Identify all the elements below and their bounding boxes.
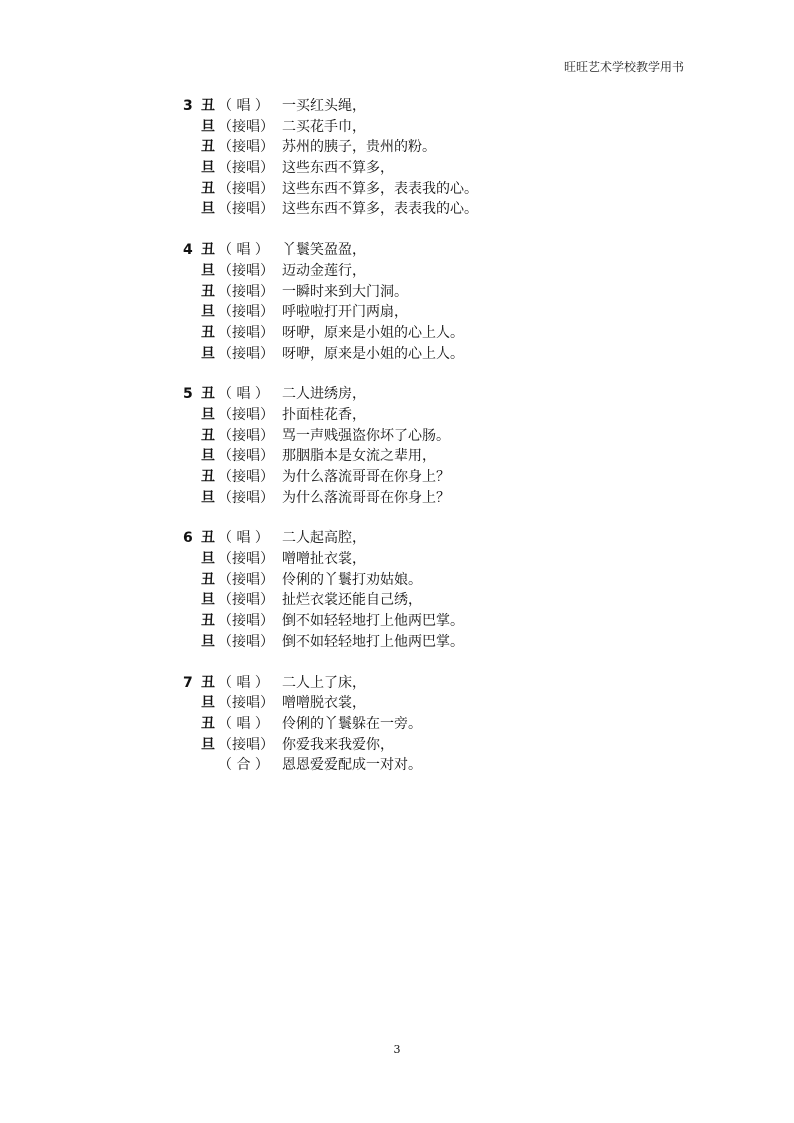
lyric-line xyxy=(183,302,478,323)
singing-cue: （接唱） xyxy=(218,633,274,650)
role-label xyxy=(201,755,218,776)
role-label: 丑 xyxy=(201,283,215,300)
page-number: 3 xyxy=(393,1043,401,1056)
stanza-number xyxy=(183,323,201,344)
lyrics-body xyxy=(183,96,478,796)
lyric-line xyxy=(183,344,478,365)
stanza xyxy=(183,240,478,364)
lyric-text: 二买花手巾， xyxy=(282,118,366,135)
stanza-number xyxy=(183,693,201,714)
stanza-number xyxy=(183,117,201,138)
lyric-text: 你爱我来我爱你， xyxy=(282,736,394,753)
lyric-line xyxy=(183,384,478,405)
stanza-number: 3 xyxy=(183,98,193,114)
lyric-text: 迈动金莲行， xyxy=(282,262,366,279)
role-label: 旦 xyxy=(201,592,215,609)
lyric-line xyxy=(183,446,478,467)
singing-cue: （ 唱 ） xyxy=(218,530,269,547)
lyric-text: 呼啦啦打开门两扇， xyxy=(282,304,408,321)
lyric-line xyxy=(183,755,478,776)
singing-cue: （ 唱 ） xyxy=(218,674,269,691)
lyric-line xyxy=(183,117,478,138)
lyric-text: 这些东西不算多，表表我的心。 xyxy=(282,201,478,218)
role-label: 旦 xyxy=(201,406,215,423)
role-label: 丑 xyxy=(201,674,215,691)
singing-cue: （接唱） xyxy=(218,160,274,177)
lyric-line xyxy=(183,137,478,158)
stanza-number xyxy=(183,446,201,467)
lyric-line xyxy=(183,467,478,488)
lyric-line xyxy=(183,158,478,179)
lyric-text: 苏州的胰子，贵州的粉。 xyxy=(282,139,436,156)
lyric-line xyxy=(183,405,478,426)
lyric-line xyxy=(183,735,478,756)
singing-cue: （接唱） xyxy=(218,427,274,444)
singing-cue: （接唱） xyxy=(218,406,274,423)
lyric-line xyxy=(183,240,478,261)
lyric-line xyxy=(183,282,478,303)
singing-cue: （接唱） xyxy=(218,139,274,156)
lyric-line xyxy=(183,199,478,220)
stanza xyxy=(183,673,478,776)
singing-cue: （接唱） xyxy=(218,448,274,465)
lyric-line xyxy=(183,693,478,714)
lyric-text: 那胭脂本是女流之辈用， xyxy=(282,448,436,465)
role-label: 丑 xyxy=(201,242,215,259)
role-label: 丑 xyxy=(201,324,215,341)
role-label: 旦 xyxy=(201,489,215,506)
role-label: 旦 xyxy=(201,118,215,135)
role-label: 丑 xyxy=(201,427,215,444)
singing-cue: （接唱） xyxy=(218,324,274,341)
lyric-text: 这些东西不算多，表表我的心。 xyxy=(282,180,478,197)
lyric-text: 一买红头绳， xyxy=(282,98,366,114)
singing-cue: （接唱） xyxy=(218,551,274,568)
stanza-number xyxy=(183,549,201,570)
lyric-line xyxy=(183,714,478,735)
lyric-line xyxy=(183,426,478,447)
role-label: 旦 xyxy=(201,551,215,568)
role-label: 丑 xyxy=(201,139,215,156)
stanza-number xyxy=(183,302,201,323)
singing-cue: （接唱） xyxy=(218,613,274,630)
lyric-text: 骂一声贱强盗你坏了心肠。 xyxy=(282,427,450,444)
role-label: 丑 xyxy=(201,180,215,197)
role-label: 旦 xyxy=(201,448,215,465)
lyric-text: 伶俐的丫鬟躲在一旁。 xyxy=(282,715,422,732)
singing-cue: （ 唱 ） xyxy=(218,715,269,732)
lyric-line xyxy=(183,673,478,694)
stanza-number xyxy=(183,179,201,200)
lyric-text: 扑面桂花香， xyxy=(282,406,366,423)
stanza-number xyxy=(183,137,201,158)
singing-cue: （ 唱 ） xyxy=(218,386,269,403)
role-label: 旦 xyxy=(201,262,215,279)
singing-cue: （接唱） xyxy=(218,571,274,588)
stanza-number xyxy=(183,714,201,735)
stanza-number xyxy=(183,590,201,611)
singing-cue: （接唱） xyxy=(218,262,274,279)
lyric-text: 呀咿，原来是小姐的心上人。 xyxy=(282,324,464,341)
role-label: 旦 xyxy=(201,201,215,218)
stanza-number xyxy=(183,755,201,776)
lyric-text: 为什么落流哥哥在你身上？ xyxy=(282,469,450,485)
role-label: 旦 xyxy=(201,695,215,712)
singing-cue: （接唱） xyxy=(218,592,274,609)
stanza xyxy=(183,528,478,652)
lyric-text: 倒不如轻轻地打上他两巴掌。 xyxy=(282,633,464,650)
page-header: 旺旺艺术学校教学用书 xyxy=(563,60,684,74)
lyric-text: 二人上了床， xyxy=(282,674,366,691)
stanza-number: 4 xyxy=(183,242,193,259)
singing-cue: （接唱） xyxy=(218,489,274,506)
stanza-number xyxy=(183,632,201,653)
lyric-text: 恩恩爱爱配成一对对。 xyxy=(282,757,422,774)
stanza-number xyxy=(183,199,201,220)
stanza-number xyxy=(183,426,201,447)
lyric-text: 二人进绣房， xyxy=(282,386,366,403)
lyric-line xyxy=(183,96,478,117)
stanza-number xyxy=(183,735,201,756)
singing-cue: （接唱） xyxy=(218,695,274,712)
lyric-text: 一瞬时来到大门洞。 xyxy=(282,283,408,300)
lyric-text: 噌噌脱衣裳， xyxy=(282,695,366,712)
role-label: 丑 xyxy=(201,571,215,588)
singing-cue: （接唱） xyxy=(218,118,274,135)
role-label: 丑 xyxy=(201,386,215,403)
stanza-number xyxy=(183,488,201,509)
lyric-text: 为什么落流哥哥在你身上？ xyxy=(282,489,450,506)
stanza-number xyxy=(183,405,201,426)
lyric-text: 呀咿，原来是小姐的心上人。 xyxy=(282,345,464,362)
stanza-number: 7 xyxy=(183,674,193,691)
stanza-number xyxy=(183,570,201,591)
role-label: 旦 xyxy=(201,160,215,177)
singing-cue: （接唱） xyxy=(218,469,274,485)
stanza-number xyxy=(183,467,201,488)
stanza xyxy=(183,96,478,220)
role-label: 丑 xyxy=(201,469,215,485)
role-label: 旦 xyxy=(201,736,215,753)
lyric-line xyxy=(183,323,478,344)
lyric-text: 噌噌扯衣裳， xyxy=(282,551,366,568)
lyric-text: 这些东西不算多， xyxy=(282,160,394,177)
lyric-line xyxy=(183,528,478,549)
singing-cue: （接唱） xyxy=(218,345,274,362)
role-label: 丑 xyxy=(201,530,215,547)
role-label: 旦 xyxy=(201,633,215,650)
role-label: 旦 xyxy=(201,304,215,321)
lyric-line xyxy=(183,549,478,570)
stanza-number xyxy=(183,261,201,282)
stanza-number xyxy=(183,158,201,179)
stanza-number: 6 xyxy=(183,530,193,547)
singing-cue: （ 唱 ） xyxy=(218,242,269,259)
stanza-number xyxy=(183,282,201,303)
lyric-text: 伶俐的丫鬟打劝姑娘。 xyxy=(282,571,422,588)
role-label: 丑 xyxy=(201,613,215,630)
stanza xyxy=(183,384,478,508)
stanza-number xyxy=(183,611,201,632)
singing-cue: （接唱） xyxy=(218,736,274,753)
singing-cue: （接唱） xyxy=(218,283,274,300)
lyric-line xyxy=(183,611,478,632)
role-label: 丑 xyxy=(201,715,215,732)
stanza-number xyxy=(183,344,201,365)
lyric-text: 扯烂衣裳还能自己绣， xyxy=(282,592,422,609)
lyric-text: 二人起高腔， xyxy=(282,530,366,547)
stanza-number: 5 xyxy=(183,386,193,403)
singing-cue: （ 唱 ） xyxy=(218,98,269,114)
role-label: 丑 xyxy=(201,98,215,114)
singing-cue: （接唱） xyxy=(218,201,274,218)
lyric-line xyxy=(183,488,478,509)
singing-cue: （ 合 ） xyxy=(218,757,269,774)
lyric-line xyxy=(183,590,478,611)
singing-cue: （接唱） xyxy=(218,304,274,321)
lyric-line xyxy=(183,261,478,282)
role-label: 旦 xyxy=(201,345,215,362)
lyric-line xyxy=(183,632,478,653)
singing-cue: （接唱） xyxy=(218,180,274,197)
lyric-line xyxy=(183,570,478,591)
lyric-text: 丫鬟笑盈盈， xyxy=(282,242,366,259)
lyric-text: 倒不如轻轻地打上他两巴掌。 xyxy=(282,613,464,630)
lyric-line xyxy=(183,179,478,200)
